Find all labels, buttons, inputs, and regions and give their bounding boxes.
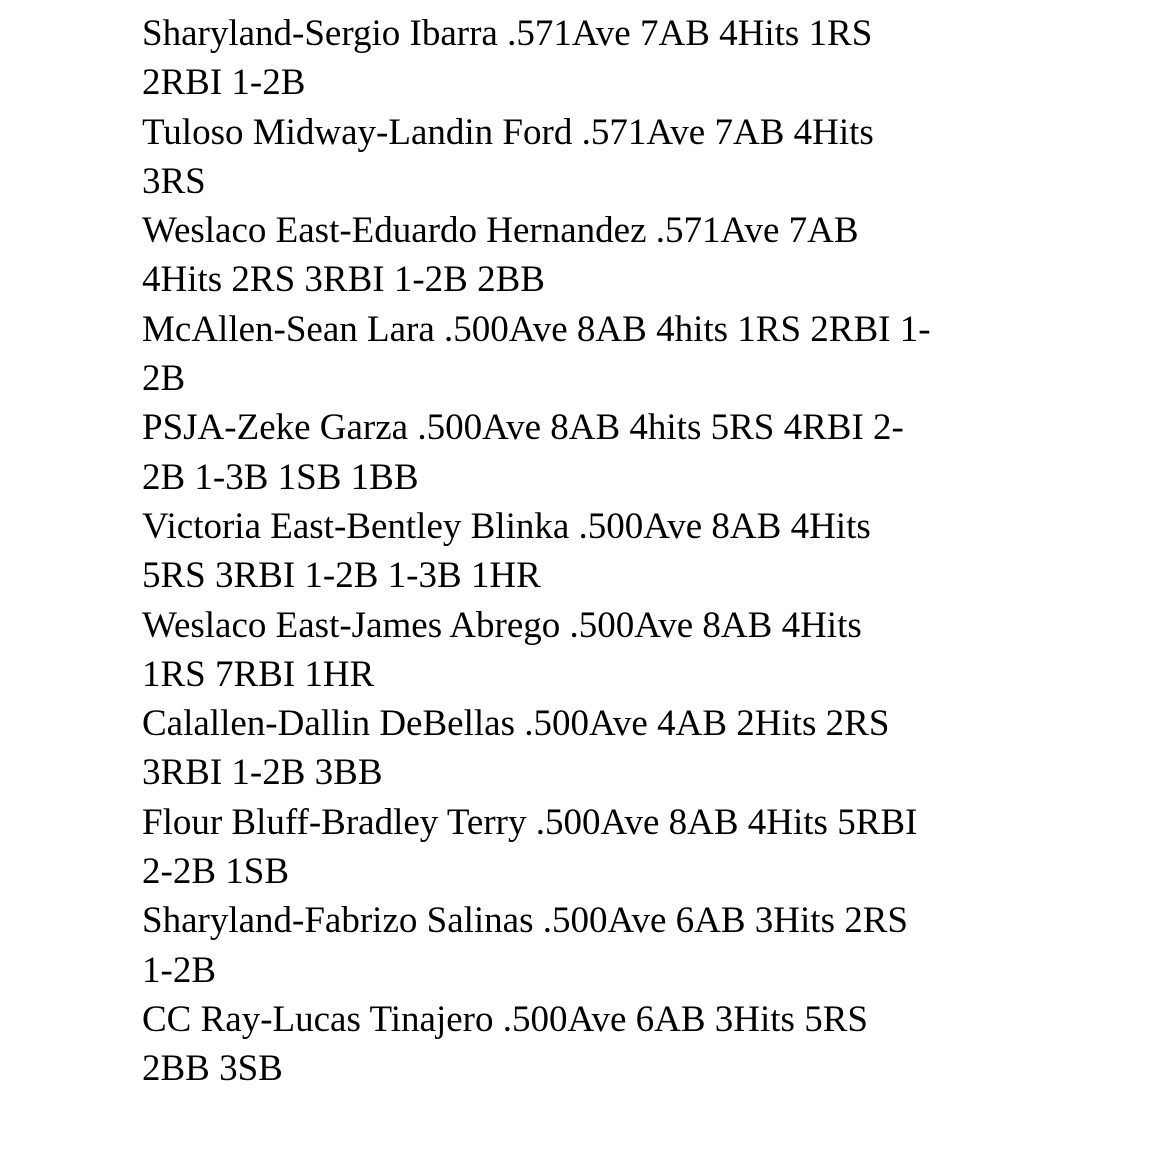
stat-line: Flour Bluff-Bradley Terry .500Ave 8AB 4Hits 5RBI [142,801,918,843]
stat-line: Calallen-Dallin DeBellas .500Ave 4AB 2Hits 2RS [142,703,890,745]
stat-line: 3RS [142,160,206,202]
stat-line: PSJA-Zeke Garza .500Ave 8AB 4hits 5RS 4RBI 2- [142,407,904,449]
stat-line: 2BB 3SB [142,1048,283,1090]
stat-line: 3RBI 1-2B 3BB [142,752,383,794]
player-stats-list [142,9,1042,1094]
stat-line: CC Ray-Lucas Tinajero .500Ave 6AB 3Hits 5RS [142,998,868,1040]
stat-line: 2RBI 1-2B [142,62,306,104]
stat-line: Weslaco East-Eduardo Hernandez .571Ave 7AB [142,210,859,252]
stat-line: 1-2B [142,949,216,991]
stat-line: McAllen-Sean Lara .500Ave 8AB 4hits 1RS 2RBI 1- [142,308,931,350]
stat-line: Victoria East-Bentley Blinka .500Ave 8AB 4Hits [142,505,871,547]
stat-line: 2B 1-3B 1SB 1BB [142,456,419,498]
stat-line: 1RS 7RBI 1HR [142,653,375,695]
stat-line: Sharyland-Fabrizo Salinas .500Ave 6AB 3Hits 2RS [142,900,908,942]
stat-line: Sharyland-Sergio Ibarra .571Ave 7AB 4Hits 1RS [142,13,873,54]
stat-line: 2B [142,358,186,400]
stat-line: 4Hits 2RS 3RBI 1-2B 2BB [142,259,545,301]
stat-line: 5RS 3RBI 1-2B 1-3B 1HR [142,555,541,597]
stat-line: Tuloso Midway-Landin Ford .571Ave 7AB 4Hits [142,111,874,153]
stat-line: 2-2B 1SB [142,851,290,893]
stat-line: Weslaco East-James Abrego .500Ave 8AB 4Hits [142,604,862,646]
